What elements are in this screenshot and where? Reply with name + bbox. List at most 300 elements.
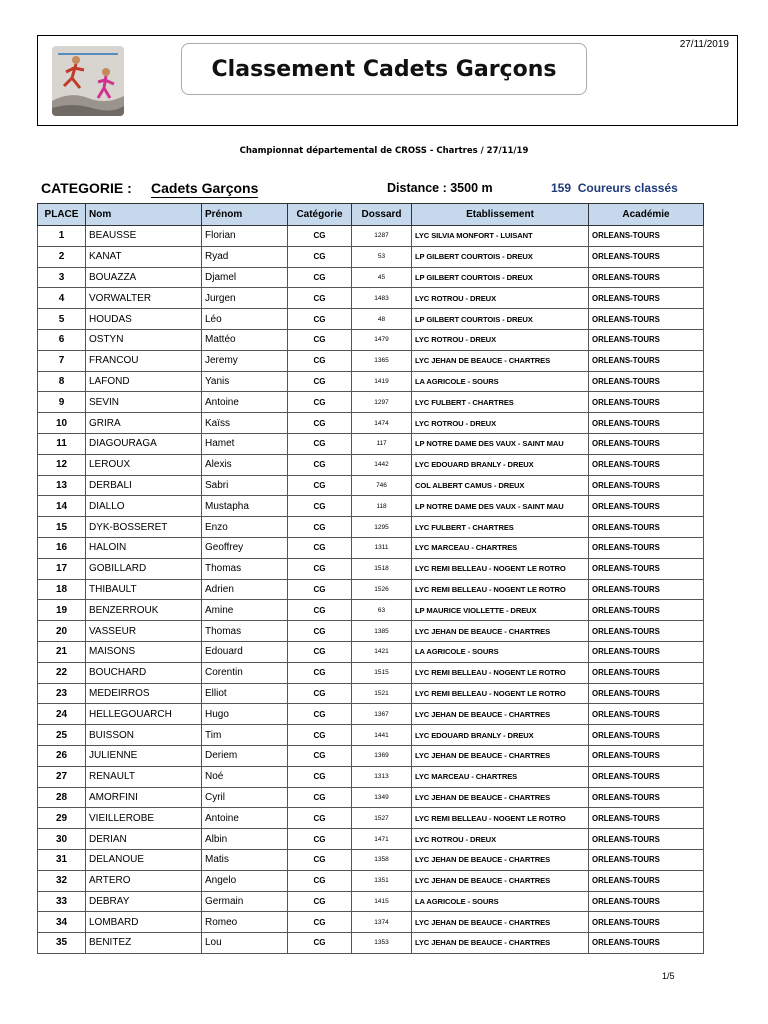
cell-prenom: Lou [202,933,288,954]
table-row [38,849,704,870]
cell-categorie: CG [288,933,352,954]
cell-etablissement: LYC JEHAN DE BEAUCE - CHARTRES [412,933,589,954]
cell-academie: ORLEANS-TOURS [589,496,704,517]
runners-count [551,181,678,195]
cell-place: 33 [38,891,86,912]
cell-categorie: CG [288,704,352,725]
table-row [38,496,704,517]
cell-place: 28 [38,787,86,808]
title-box [181,43,587,95]
cell-dossard: 1365 [352,350,412,371]
cell-place: 12 [38,454,86,475]
cell-nom: FRANCOU [86,350,202,371]
cell-prenom: Romeo [202,912,288,933]
page-number: 1/5 [662,971,675,981]
cell-categorie: CG [288,600,352,621]
table-row [38,933,704,954]
cross-runners-logo-icon [52,46,124,116]
category-value: Cadets Garçons [151,180,259,196]
cell-nom: DELANOUE [86,849,202,870]
cell-dossard: 1367 [352,704,412,725]
table-row [38,433,704,454]
table-row [38,329,704,350]
table-row [38,558,704,579]
cell-prenom: Ryad [202,246,288,267]
cell-prenom: Sabri [202,475,288,496]
cell-place: 11 [38,433,86,454]
table-row [38,537,704,558]
cell-nom: BUISSON [86,725,202,746]
cell-academie: ORLEANS-TOURS [589,829,704,850]
cell-prenom: Hugo [202,704,288,725]
cell-prenom: Yanis [202,371,288,392]
cell-place: 5 [38,309,86,330]
cell-place: 9 [38,392,86,413]
cell-dossard: 1441 [352,725,412,746]
cell-academie: ORLEANS-TOURS [589,725,704,746]
cell-categorie: CG [288,517,352,538]
cell-nom: BOUAZZA [86,267,202,288]
cell-dossard: 1527 [352,808,412,829]
cell-dossard: 1526 [352,579,412,600]
table-row [38,704,704,725]
cell-prenom: Alexis [202,454,288,475]
cell-academie: ORLEANS-TOURS [589,849,704,870]
cell-categorie: CG [288,829,352,850]
cell-etablissement: LYC JEHAN DE BEAUCE - CHARTRES [412,849,589,870]
cell-academie: ORLEANS-TOURS [589,579,704,600]
cell-prenom: Adrien [202,579,288,600]
cell-academie: ORLEANS-TOURS [589,621,704,642]
cell-academie: ORLEANS-TOURS [589,912,704,933]
cell-nom: DERBALI [86,475,202,496]
cell-nom: MEDEIRROS [86,683,202,704]
cell-prenom: Léo [202,309,288,330]
cell-place: 27 [38,766,86,787]
cell-prenom: Antoine [202,808,288,829]
cell-place: 4 [38,288,86,309]
cell-academie: ORLEANS-TOURS [589,891,704,912]
cell-nom: VIEILLEROBE [86,808,202,829]
cell-academie: ORLEANS-TOURS [589,787,704,808]
cell-prenom: Deriem [202,745,288,766]
table-row [38,662,704,683]
cell-dossard: 1419 [352,371,412,392]
cell-academie: ORLEANS-TOURS [589,808,704,829]
cell-prenom: Corentin [202,662,288,683]
cell-prenom: Noé [202,766,288,787]
cell-academie: ORLEANS-TOURS [589,267,704,288]
cell-categorie: CG [288,766,352,787]
cell-categorie: CG [288,433,352,454]
cell-categorie: CG [288,912,352,933]
cell-nom: ARTERO [86,870,202,891]
cell-academie: ORLEANS-TOURS [589,433,704,454]
cell-categorie: CG [288,475,352,496]
cell-nom: BENITEZ [86,933,202,954]
table-row [38,475,704,496]
cell-academie: ORLEANS-TOURS [589,766,704,787]
cell-nom: DERIAN [86,829,202,850]
cell-dossard: 1415 [352,891,412,912]
table-row [38,787,704,808]
cell-nom: DIAGOURAGA [86,433,202,454]
cell-academie: ORLEANS-TOURS [589,517,704,538]
cell-dossard: 1287 [352,226,412,247]
cell-categorie: CG [288,454,352,475]
cell-prenom: Elliot [202,683,288,704]
cell-academie: ORLEANS-TOURS [589,870,704,891]
cell-etablissement: LP GILBERT COURTOIS - DREUX [412,246,589,267]
cell-academie: ORLEANS-TOURS [589,662,704,683]
cell-etablissement: LYC REMI BELLEAU - NOGENT LE ROTRO [412,662,589,683]
cell-place: 3 [38,267,86,288]
cell-categorie: CG [288,246,352,267]
cell-categorie: CG [288,413,352,434]
table-row [38,454,704,475]
cell-place: 20 [38,621,86,642]
cell-academie: ORLEANS-TOURS [589,413,704,434]
cell-nom: GRIRA [86,413,202,434]
col-header-nom: Nom [86,204,202,226]
table-row [38,246,704,267]
cell-etablissement: LA AGRICOLE - SOURS [412,891,589,912]
cell-categorie: CG [288,745,352,766]
cell-etablissement: LA AGRICOLE - SOURS [412,641,589,662]
table-row [38,621,704,642]
table-row [38,808,704,829]
cell-dossard: 1518 [352,558,412,579]
cell-categorie: CG [288,641,352,662]
cell-nom: HOUDAS [86,309,202,330]
cell-etablissement: LP MAURICE VIOLLETTE - DREUX [412,600,589,621]
cell-nom: THIBAULT [86,579,202,600]
cell-dossard: 1295 [352,517,412,538]
cell-categorie: CG [288,496,352,517]
cell-categorie: CG [288,891,352,912]
cell-prenom: Antoine [202,392,288,413]
cell-place: 31 [38,849,86,870]
cell-etablissement: LYC JEHAN DE BEAUCE - CHARTRES [412,870,589,891]
table-header-row [38,204,704,226]
cell-categorie: CG [288,288,352,309]
cell-categorie: CG [288,309,352,330]
cell-etablissement: LYC SILVIA MONFORT - LUISANT [412,226,589,247]
cell-place: 26 [38,745,86,766]
cell-academie: ORLEANS-TOURS [589,350,704,371]
cell-nom: LAFOND [86,371,202,392]
cell-place: 17 [38,558,86,579]
table-row [38,600,704,621]
cell-nom: DYK-BOSSERET [86,517,202,538]
category-label: CATEGORIE : [41,180,132,196]
cell-academie: ORLEANS-TOURS [589,329,704,350]
event-subtitle: Championnat départemental de CROSS - Chartres / 27/11/19 [239,146,529,156]
col-header-categorie: Catégorie [288,204,352,226]
cell-prenom: Hamet [202,433,288,454]
cell-place: 7 [38,350,86,371]
cell-academie: ORLEANS-TOURS [589,600,704,621]
cell-academie: ORLEANS-TOURS [589,288,704,309]
cell-prenom: Mattéo [202,329,288,350]
cell-dossard: 1521 [352,683,412,704]
cell-academie: ORLEANS-TOURS [589,475,704,496]
distance: Distance : 3500 m [387,181,493,195]
cell-etablissement: LYC MARCEAU - CHARTRES [412,537,589,558]
cell-etablissement: LYC REMI BELLEAU - NOGENT LE ROTRO [412,808,589,829]
cell-nom: JULIENNE [86,745,202,766]
cell-nom: SEVIN [86,392,202,413]
cell-prenom: Thomas [202,621,288,642]
cell-place: 8 [38,371,86,392]
cell-place: 10 [38,413,86,434]
cell-etablissement: LYC ROTROU - DREUX [412,329,589,350]
cell-place: 13 [38,475,86,496]
cell-etablissement: LYC REMI BELLEAU - NOGENT LE ROTRO [412,579,589,600]
cell-place: 19 [38,600,86,621]
cell-academie: ORLEANS-TOURS [589,309,704,330]
cell-nom: DEBRAY [86,891,202,912]
cell-place: 14 [38,496,86,517]
cell-academie: ORLEANS-TOURS [589,683,704,704]
cell-academie: ORLEANS-TOURS [589,704,704,725]
results-table [37,203,704,954]
table-row [38,912,704,933]
cell-place: 6 [38,329,86,350]
cell-etablissement: LP NOTRE DAME DES VAUX - SAINT MAU [412,496,589,517]
cell-prenom: Tim [202,725,288,746]
cell-etablissement: LA AGRICOLE - SOURS [412,371,589,392]
cell-academie: ORLEANS-TOURS [589,933,704,954]
header-box [37,35,738,126]
cell-nom: HALOIN [86,537,202,558]
cell-categorie: CG [288,683,352,704]
table-row [38,309,704,330]
cell-dossard: 1483 [352,288,412,309]
table-row [38,829,704,850]
cell-prenom: Enzo [202,517,288,538]
cell-etablissement: COL ALBERT CAMUS - DREUX [412,475,589,496]
cell-prenom: Geoffrey [202,537,288,558]
cell-categorie: CG [288,267,352,288]
cell-place: 18 [38,579,86,600]
cell-etablissement: LYC EDOUARD BRANLY - DREUX [412,454,589,475]
table-row [38,350,704,371]
cell-etablissement: LYC JEHAN DE BEAUCE - CHARTRES [412,350,589,371]
table-row [38,870,704,891]
table-row [38,745,704,766]
cell-categorie: CG [288,226,352,247]
col-header-place: PLACE [38,204,86,226]
cell-categorie: CG [288,537,352,558]
cell-place: 15 [38,517,86,538]
cell-etablissement: LYC REMI BELLEAU - NOGENT LE ROTRO [412,683,589,704]
cell-etablissement: LYC JEHAN DE BEAUCE - CHARTRES [412,912,589,933]
cell-dossard: 1515 [352,662,412,683]
cell-dossard: 1474 [352,413,412,434]
table-row [38,891,704,912]
table-row [38,641,704,662]
cell-nom: OSTYN [86,329,202,350]
cell-academie: ORLEANS-TOURS [589,371,704,392]
col-header-etablissement: Etablissement [412,204,589,226]
cell-prenom: Matis [202,849,288,870]
cell-place: 34 [38,912,86,933]
cell-etablissement: LYC REMI BELLEAU - NOGENT LE ROTRO [412,558,589,579]
cell-dossard: 1313 [352,766,412,787]
cell-prenom: Angelo [202,870,288,891]
table-row [38,766,704,787]
cell-academie: ORLEANS-TOURS [589,641,704,662]
cell-academie: ORLEANS-TOURS [589,537,704,558]
cell-dossard: 118 [352,496,412,517]
cell-categorie: CG [288,662,352,683]
cell-prenom: Germain [202,891,288,912]
cell-dossard: 117 [352,433,412,454]
cell-dossard: 1351 [352,870,412,891]
cell-categorie: CG [288,579,352,600]
col-header-dossard: Dossard [352,204,412,226]
cell-prenom: Cyril [202,787,288,808]
cell-etablissement: LYC ROTROU - DREUX [412,829,589,850]
cell-dossard: 63 [352,600,412,621]
col-header-academie: Académie [589,204,704,226]
cell-etablissement: LYC JEHAN DE BEAUCE - CHARTRES [412,787,589,808]
cell-place: 24 [38,704,86,725]
cell-dossard: 1349 [352,787,412,808]
cell-categorie: CG [288,849,352,870]
cell-nom: MAISONS [86,641,202,662]
cell-nom: BEAUSSE [86,226,202,247]
table-row [38,413,704,434]
table-row [38,267,704,288]
cell-place: 21 [38,641,86,662]
cell-categorie: CG [288,371,352,392]
cell-etablissement: LYC ROTROU - DREUX [412,413,589,434]
cell-dossard: 1311 [352,537,412,558]
cell-nom: BENZERROUK [86,600,202,621]
table-row [38,371,704,392]
cell-dossard: 1421 [352,641,412,662]
cell-etablissement: LYC ROTROU - DREUX [412,288,589,309]
runners-count-number: 159 [551,181,572,195]
cell-dossard: 1358 [352,849,412,870]
table-row [38,517,704,538]
cell-place: 16 [38,537,86,558]
cell-prenom: Kaïss [202,413,288,434]
cell-place: 29 [38,808,86,829]
cell-nom: KANAT [86,246,202,267]
page-title: Classement Cadets Garçons [211,56,557,82]
cell-etablissement: LYC JEHAN DE BEAUCE - CHARTRES [412,621,589,642]
cell-prenom: Mustapha [202,496,288,517]
cell-academie: ORLEANS-TOURS [589,246,704,267]
cell-dossard: 1385 [352,621,412,642]
cell-nom: VORWALTER [86,288,202,309]
cell-academie: ORLEANS-TOURS [589,226,704,247]
cell-dossard: 48 [352,309,412,330]
cell-place: 32 [38,870,86,891]
cell-prenom: Thomas [202,558,288,579]
cell-categorie: CG [288,392,352,413]
cell-dossard: 1369 [352,745,412,766]
cell-nom: LOMBARD [86,912,202,933]
cell-academie: ORLEANS-TOURS [589,558,704,579]
cell-prenom: Jeremy [202,350,288,371]
cell-dossard: 1471 [352,829,412,850]
table-row [38,725,704,746]
cell-dossard: 1479 [352,329,412,350]
table-row [38,683,704,704]
cell-etablissement: LP NOTRE DAME DES VAUX - SAINT MAU [412,433,589,454]
table-row [38,392,704,413]
cell-etablissement: LYC EDOUARD BRANLY - DREUX [412,725,589,746]
cell-categorie: CG [288,787,352,808]
cell-etablissement: LP GILBERT COURTOIS - DREUX [412,267,589,288]
cell-etablissement: LYC JEHAN DE BEAUCE - CHARTRES [412,745,589,766]
cell-academie: ORLEANS-TOURS [589,454,704,475]
cell-dossard: 45 [352,267,412,288]
cell-academie: ORLEANS-TOURS [589,392,704,413]
cell-place: 25 [38,725,86,746]
cell-dossard: 1353 [352,933,412,954]
cell-etablissement: LYC MARCEAU - CHARTRES [412,766,589,787]
table-row [38,579,704,600]
cell-categorie: CG [288,808,352,829]
cell-nom: AMORFINI [86,787,202,808]
runners-count-label: Coureurs classés [577,181,678,195]
cell-prenom: Albin [202,829,288,850]
cell-prenom: Florian [202,226,288,247]
cell-etablissement: LYC JEHAN DE BEAUCE - CHARTRES [412,704,589,725]
cell-prenom: Jurgen [202,288,288,309]
table-row [38,226,704,247]
cell-nom: HELLEGOUARCH [86,704,202,725]
cell-categorie: CG [288,621,352,642]
table-row [38,288,704,309]
cell-prenom: Djamel [202,267,288,288]
cell-categorie: CG [288,870,352,891]
cell-nom: VASSEUR [86,621,202,642]
cell-prenom: Edouard [202,641,288,662]
cell-nom: RENAULT [86,766,202,787]
cell-dossard: 53 [352,246,412,267]
cell-nom: GOBILLARD [86,558,202,579]
cell-dossard: 1442 [352,454,412,475]
cell-place: 30 [38,829,86,850]
cell-dossard: 1374 [352,912,412,933]
cell-nom: LEROUX [86,454,202,475]
cell-etablissement: LYC FULBERT - CHARTRES [412,517,589,538]
cell-categorie: CG [288,329,352,350]
cell-place: 22 [38,662,86,683]
header-date: 27/11/2019 [679,39,729,50]
cell-place: 23 [38,683,86,704]
cell-categorie: CG [288,350,352,371]
cell-categorie: CG [288,725,352,746]
cell-nom: DIALLO [86,496,202,517]
cell-nom: BOUCHARD [86,662,202,683]
cell-prenom: Amine [202,600,288,621]
cell-categorie: CG [288,558,352,579]
cell-place: 2 [38,246,86,267]
cell-place: 1 [38,226,86,247]
cell-place: 35 [38,933,86,954]
cell-etablissement: LYC FULBERT - CHARTRES [412,392,589,413]
col-header-prenom: Prénom [202,204,288,226]
cell-academie: ORLEANS-TOURS [589,745,704,766]
cell-dossard: 1297 [352,392,412,413]
